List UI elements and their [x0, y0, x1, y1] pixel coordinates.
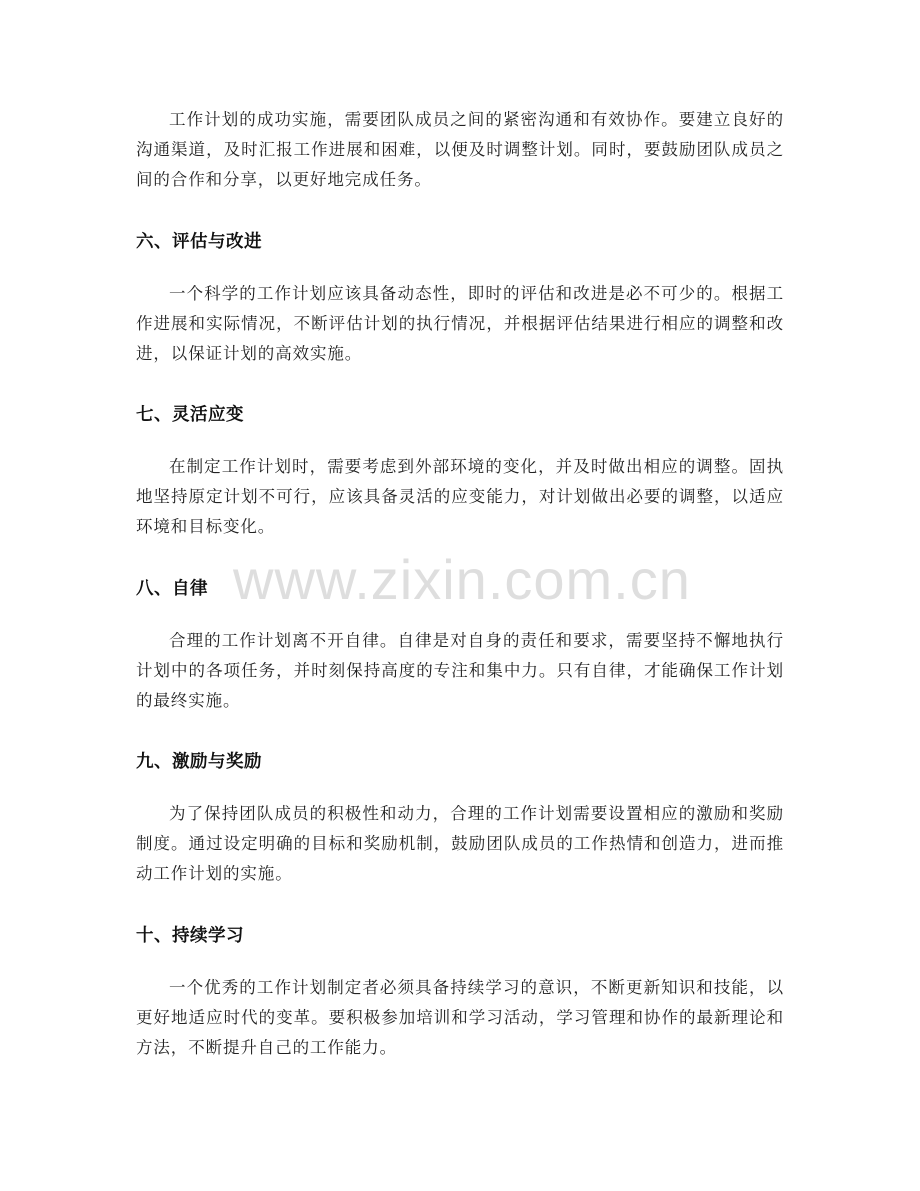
intro-paragraph: 工作计划的成功实施，需要团队成员之间的紧密沟通和有效协作。要建立良好的沟通渠道，及时汇报工作进展和困难，以便及时调整计划。同时，要鼓励团队成员之间的合作和分享，以更好地完成任务。 [136, 110, 784, 189]
watermark: www.zixin.com.cn [233, 548, 691, 611]
section-heading-incentives: 九、激励与奖励 [136, 752, 262, 772]
section-paragraph-flexibility: 在制定工作计划时，需要考虑到外部环境的变化，并及时做出相应的调整。固执地坚持原定计划不可行，应该具备灵活的应变能力，对计划做出必要的调整，以适应环境和目标变化。 [136, 457, 784, 536]
section-paragraph-continuous-learning: 一个优秀的工作计划制定者必须具备持续学习的意识，不断更新知识和技能，以更好地适应时代的变革。要积极参加培训和学习活动，学习管理和协作的最新理论和方法，不断提升自己的工作能力。 [136, 978, 784, 1057]
section-heading-self-discipline: 八、自律 [136, 579, 208, 599]
section-paragraph-self-discipline: 合理的工作计划离不开自律。自律是对自身的责任和要求，需要坚持不懈地执行计划中的各项任务，并时刻保持高度的专注和集中力。只有自律，才能确保工作计划的最终实施。 [136, 631, 784, 710]
section-heading-flexibility: 七、灵活应变 [136, 405, 244, 425]
section-heading-evaluation: 六、评估与改进 [136, 232, 262, 252]
section-paragraph-incentives: 为了保持团队成员的积极性和动力，合理的工作计划需要设置相应的激励和奖励制度。通过设定明确的目标和奖励机制，鼓励团队成员的工作热情和创造力，进而推动工作计划的实施。 [136, 804, 784, 883]
section-paragraph-evaluation: 一个科学的工作计划应该具备动态性，即时的评估和改进是必不可少的。根据工作进展和实际情况，不断评估计划的执行情况，并根据评估结果进行相应的调整和改进，以保证计划的高效实施。 [136, 284, 784, 363]
section-heading-continuous-learning: 十、持续学习 [136, 926, 244, 946]
